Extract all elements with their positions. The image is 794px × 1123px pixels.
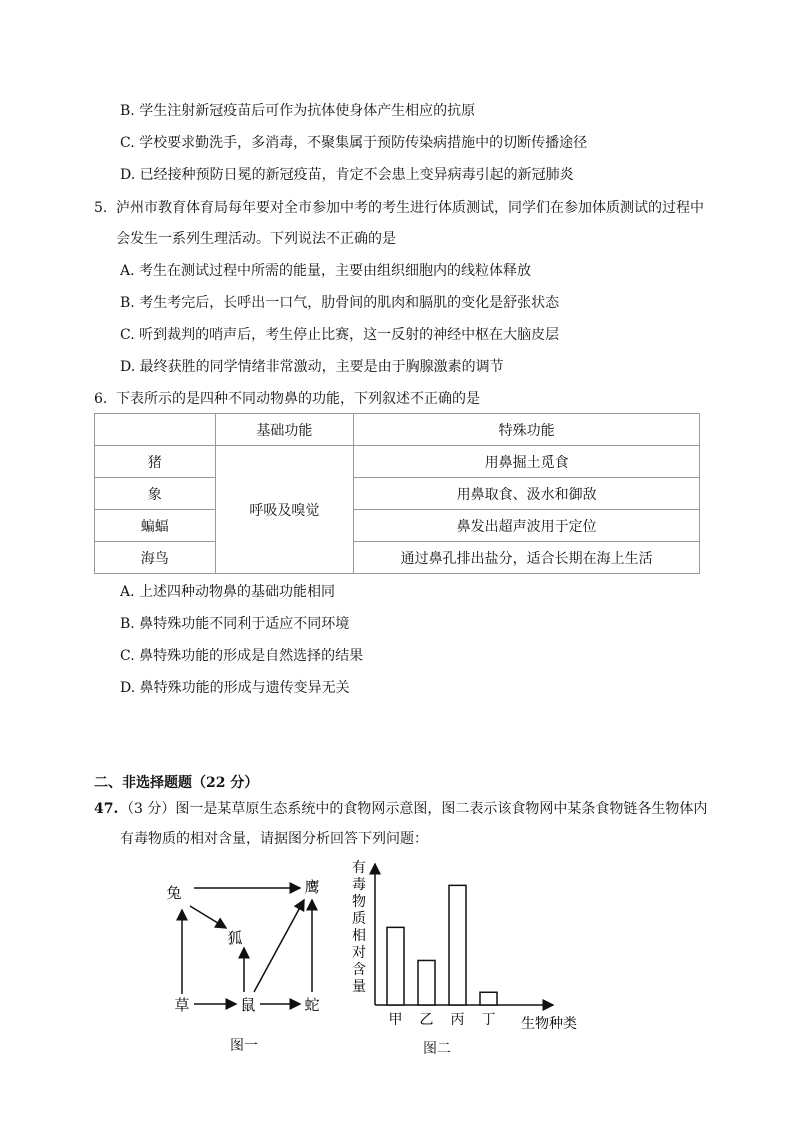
figure2-caption: 图二 [423, 1041, 451, 1057]
q5-stem-line2: 会发生一系列生理活动。下列说法不正确的是 [116, 231, 396, 247]
special-function-cell: 鼻发出超声波用于定位 [354, 510, 700, 542]
table-header-empty [95, 414, 216, 446]
table-row [95, 510, 700, 542]
q6-option-d: D. 鼻特殊功能的形成与遗传变异无关 [120, 680, 350, 696]
q5-option-c: C. 听到裁判的哨声后，考生停止比赛，这一反射的神经中枢在大脑皮层 [120, 327, 560, 343]
bar-2 [449, 885, 466, 1005]
special-function-cell: 用鼻掘土觅食 [354, 446, 700, 478]
q4-option-b: B. 学生注射新冠疫苗后可作为抗体使身体产生相应的抗原 [120, 103, 476, 119]
animal-cell: 猪 [95, 446, 216, 478]
category-label: 甲 [388, 1012, 403, 1028]
q47-stem-line2: 有毒物质的相对含量，请据图分析回答下列问题： [120, 831, 428, 847]
q6-number: 6. [94, 391, 108, 407]
q6-option-a: A. 上述四种动物鼻的基础功能相同 [120, 584, 336, 600]
category-label: 丙 [450, 1012, 465, 1028]
table-row [95, 446, 700, 478]
animal-cell: 象 [95, 478, 216, 510]
category-label: 丁 [481, 1012, 496, 1028]
q5-option-b: B. 考生考完后，长呼出一口气，肋骨间的肌肉和膈肌的变化是舒张状态 [120, 295, 560, 311]
bar-3 [480, 992, 497, 1005]
table-header-row [95, 414, 700, 446]
q5-stem-line1: 泸州市教育体育局每年要对全市参加中考的考生进行体质测试，同学们在参加体质测试的过程中 [116, 200, 704, 216]
animal-cell: 蝙蝠 [95, 510, 216, 542]
special-function-cell: 用鼻取食、汲水和御敌 [354, 478, 700, 510]
q6-stem: 下表所示的是四种不同动物鼻的功能，下列叙述不正确的是 [116, 391, 480, 407]
basic-function-cell: 呼吸及嗅觉 [215, 446, 354, 574]
table-row [95, 478, 700, 510]
node-snake: 蛇 [304, 996, 320, 1014]
bar-0 [387, 927, 404, 1005]
animal-cell: 海鸟 [95, 542, 216, 574]
node-fox: 狐 [227, 929, 243, 947]
special-function-cell: 通过鼻孔排出盐分，适合长期在海上生活 [354, 542, 700, 574]
q47-stem-line1: （3 分）图一是某草原生态系统中的食物网示意图，图二表示该食物网中某条食物链各生物体内 [120, 801, 708, 817]
x-axis-label: 生物种类 [521, 1016, 577, 1032]
q6-option-b: B. 鼻特殊功能不同利于适应不同环境 [120, 616, 350, 632]
q5-number: 5. [94, 200, 108, 216]
toxin-bar-chart [345, 858, 590, 1038]
section-title: 二、非选择题题（22 分） [94, 775, 259, 791]
nose-function-table [94, 413, 700, 574]
q4-option-c: C. 学校要求勤洗手，多消毒，不聚集属于预防传染病措施中的切断传播途径 [120, 135, 588, 151]
q47-number: 47. [94, 801, 119, 817]
y-axis-label: 有毒物质相对含量 [352, 860, 366, 995]
q6-option-c: C. 鼻特殊功能的形成是自然选择的结果 [120, 648, 364, 664]
bar-1 [418, 960, 435, 1005]
node-eagle: 鹰 [304, 878, 320, 896]
arrow-mouse-eagle [254, 900, 304, 992]
figure1-caption: 图一 [230, 1038, 258, 1054]
category-label: 乙 [419, 1012, 434, 1028]
table-row [95, 542, 700, 574]
node-grass: 草 [174, 996, 190, 1014]
arrow-rabbit-fox [190, 906, 226, 928]
q5-option-d: D. 最终获胜的同学情绪非常激动，主要是由于胸腺激素的调节 [120, 359, 504, 375]
food-web-diagram [160, 870, 340, 1030]
q4-option-d: D. 已经接种预防日冕的新冠疫苗，肯定不会患上变异病毒引起的新冠肺炎 [120, 167, 574, 183]
q5-option-a: A. 考生在测试过程中所需的能量，主要由组织细胞内的线粒体释放 [120, 263, 532, 279]
table-header-basic: 基础功能 [215, 414, 354, 446]
node-rabbit: 兔 [166, 884, 182, 902]
table-header-special: 特殊功能 [354, 414, 700, 446]
node-mouse: 鼠 [240, 996, 256, 1014]
